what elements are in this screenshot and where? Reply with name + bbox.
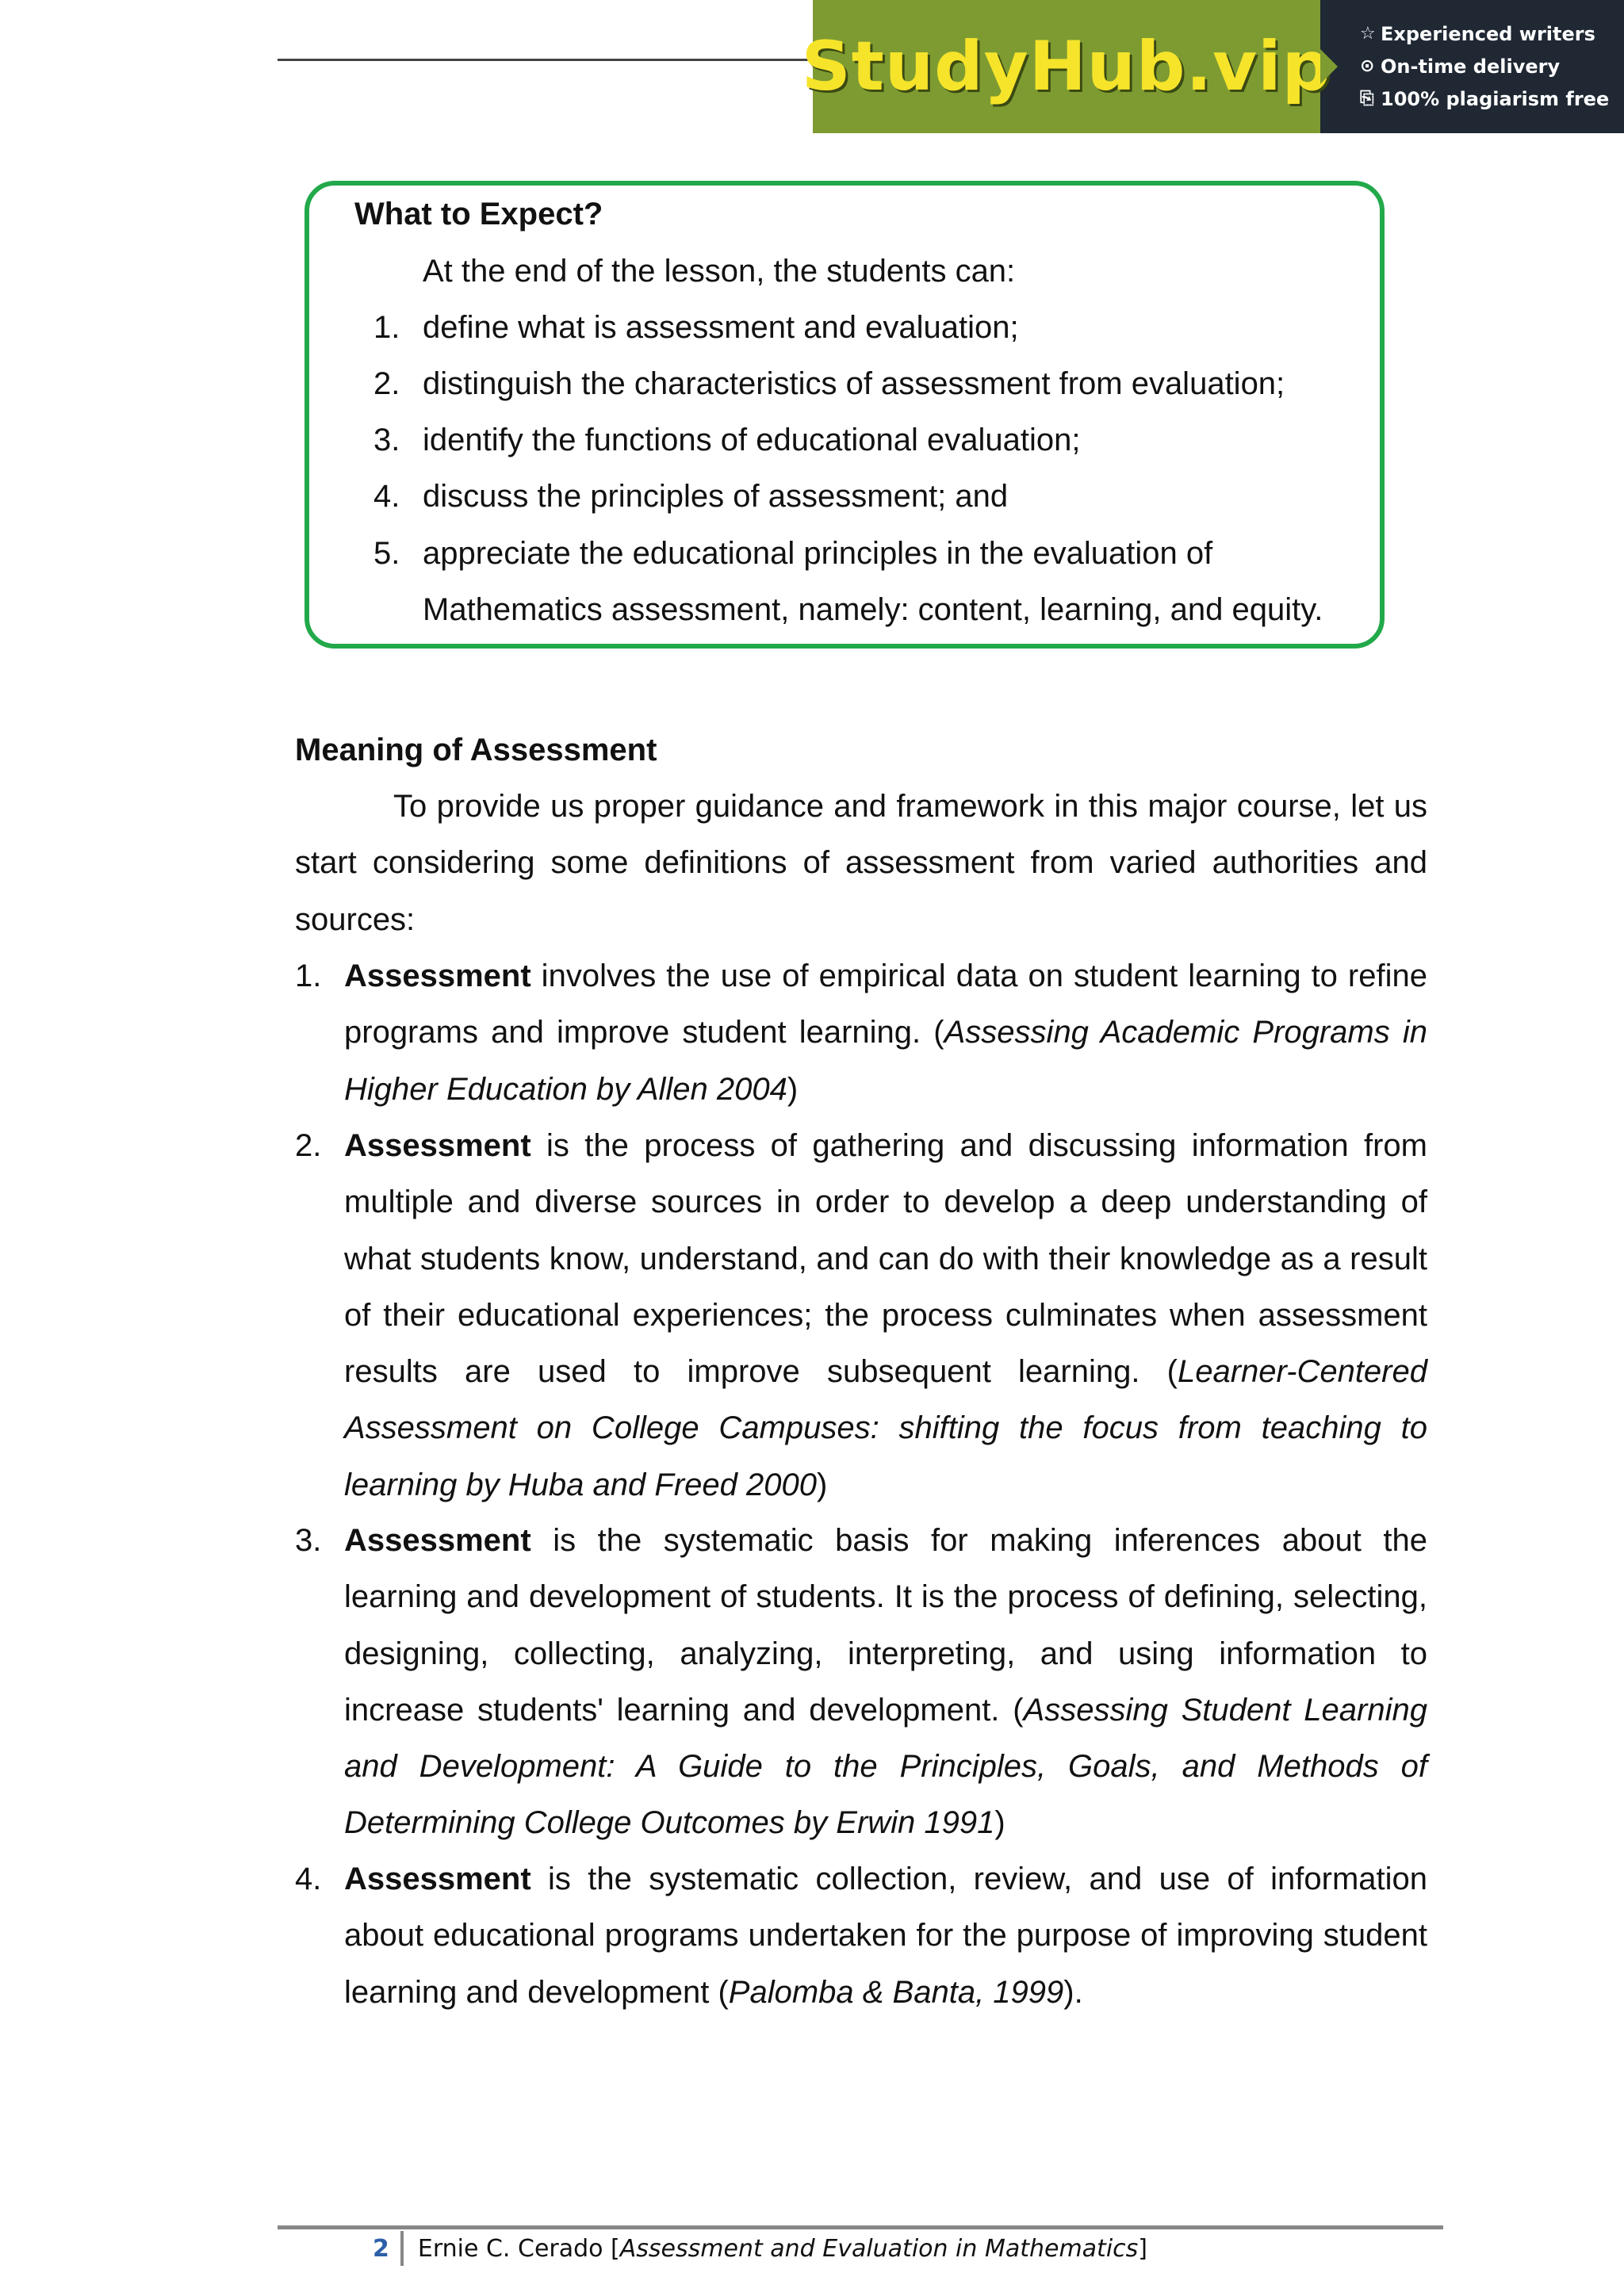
objective-text: identify the functions of educational evaluation; (423, 423, 1081, 457)
feature-label: On-time delivery (1381, 55, 1561, 78)
objective-number: 3. (373, 423, 400, 457)
document-icon: ⎘ (1360, 89, 1374, 109)
definition-body (344, 1513, 1427, 1852)
studyhub-logo[interactable] (801, 0, 1332, 133)
definition-item (295, 1513, 1427, 1852)
feature-plagiarism-free (1360, 82, 1624, 115)
page-footer (373, 2229, 1147, 2267)
objective-continuation (423, 592, 1323, 628)
feature-experienced-writers (1360, 17, 1624, 50)
definition-number: 4. (295, 1862, 322, 1896)
definition-term: Assessment (344, 959, 531, 993)
definition-body (344, 948, 1427, 1118)
definition-number: 3. (295, 1523, 322, 1558)
star-icon: ☆ (1360, 24, 1376, 44)
logo-text: StudyHub.vip (801, 27, 1332, 106)
objective-text: Mathematics assessment, namely: content, learning, and equity. (423, 592, 1323, 627)
what-to-expect-box (304, 181, 1385, 649)
definition-body (344, 1851, 1427, 2021)
feature-label: Experienced writers (1381, 22, 1595, 45)
definition-term: Assessment (344, 1128, 531, 1163)
section-title: Meaning of Assessment (295, 733, 657, 767)
definition-end: ) (816, 1467, 828, 1502)
footer-divider (400, 2231, 404, 2266)
definition-source: Palomba & Banta, 1999 (728, 1974, 1064, 2010)
definition-text: is the systematic basis for making inferences about the learning and development of students. It is the process of defining, selecting, designing, collecting, analyzing, interpreting, and using information to increase students' learning and development. ( (344, 1523, 1427, 1728)
definition-source: Assessing Academic Programs in Higher Education by Allen 2004 (344, 1015, 1428, 1107)
clock-icon: ⊙ (1360, 56, 1375, 76)
definition-item (295, 1851, 1427, 2021)
feature-label: 100% plagiarism free (1381, 87, 1610, 110)
definition-term: Assessment (344, 1523, 531, 1558)
what-to-expect-intro: At the end of the lesson, the students can: (423, 254, 1016, 289)
definition-term: Assessment (344, 1862, 531, 1896)
section-intro: To provide us proper guidance and framework in this major course, let us start considering some definitions of assessment from varied authorities and sources: (295, 789, 1427, 937)
objective-number: 5. (373, 536, 400, 571)
definition-end: ) (994, 1805, 1005, 1841)
footer-author: Ernie C. Cerado [ (417, 2234, 620, 2263)
header-rule (278, 59, 817, 61)
definition-source: Assessing Student Learning and Development: A Guide to the Principles, Goals, and Methods of Determining College Outcomes by Erwin 1991 (344, 1692, 1427, 1841)
definition-number: 1. (295, 959, 322, 993)
definition-end: ) (787, 1071, 799, 1107)
objective-text: discuss the principles of assessment; and (423, 479, 1009, 514)
definition-text: is the systematic collection, review, and use of information about educational programs undertaken for the purpose of improving student learning and development ( (344, 1862, 1427, 2010)
definition-body (344, 1118, 1427, 1513)
what-to-expect-title: What to Expect? (354, 197, 603, 232)
definition-item (295, 948, 1427, 1118)
page-number: 2 (373, 2234, 389, 2263)
objective-number: 4. (373, 479, 400, 514)
definition-number: 2. (295, 1128, 322, 1163)
footer-book-title: Assessment and Evaluation in Mathematics (619, 2234, 1139, 2263)
feature-on-time-delivery (1360, 50, 1624, 82)
objective-number: 2. (373, 366, 400, 401)
definition-end: ). (1063, 1974, 1083, 2010)
definition-item (295, 1118, 1427, 1513)
objective-number: 1. (373, 310, 400, 345)
banner-features (1320, 0, 1624, 133)
objective-text: define what is assessment and evaluation; (423, 310, 1019, 345)
objective-text: appreciate the educational principles in the evaluation of (423, 536, 1213, 571)
studyhub-banner[interactable] (801, 0, 1624, 133)
objective-text: distinguish the characteristics of assessment from evaluation; (423, 366, 1285, 401)
definition-source: Learner-Centered Assessment on College Campuses: shifting the focus from teaching to learning by Huba and Freed 2000 (344, 1354, 1427, 1502)
footer-close: ] (1138, 2234, 1147, 2263)
definition-text: involves the use of empirical data on student learning to refine programs and improve student learning. ( (344, 959, 1427, 1050)
definition-text: is the process of gathering and discussing information from multiple and diverse sources in order to develop a deep understanding of what students know, understand, and can do with their knowledge as a result of their educational experiences; the process culminates when assessment results are used to improve subsequent learning. ( (344, 1128, 1427, 1390)
